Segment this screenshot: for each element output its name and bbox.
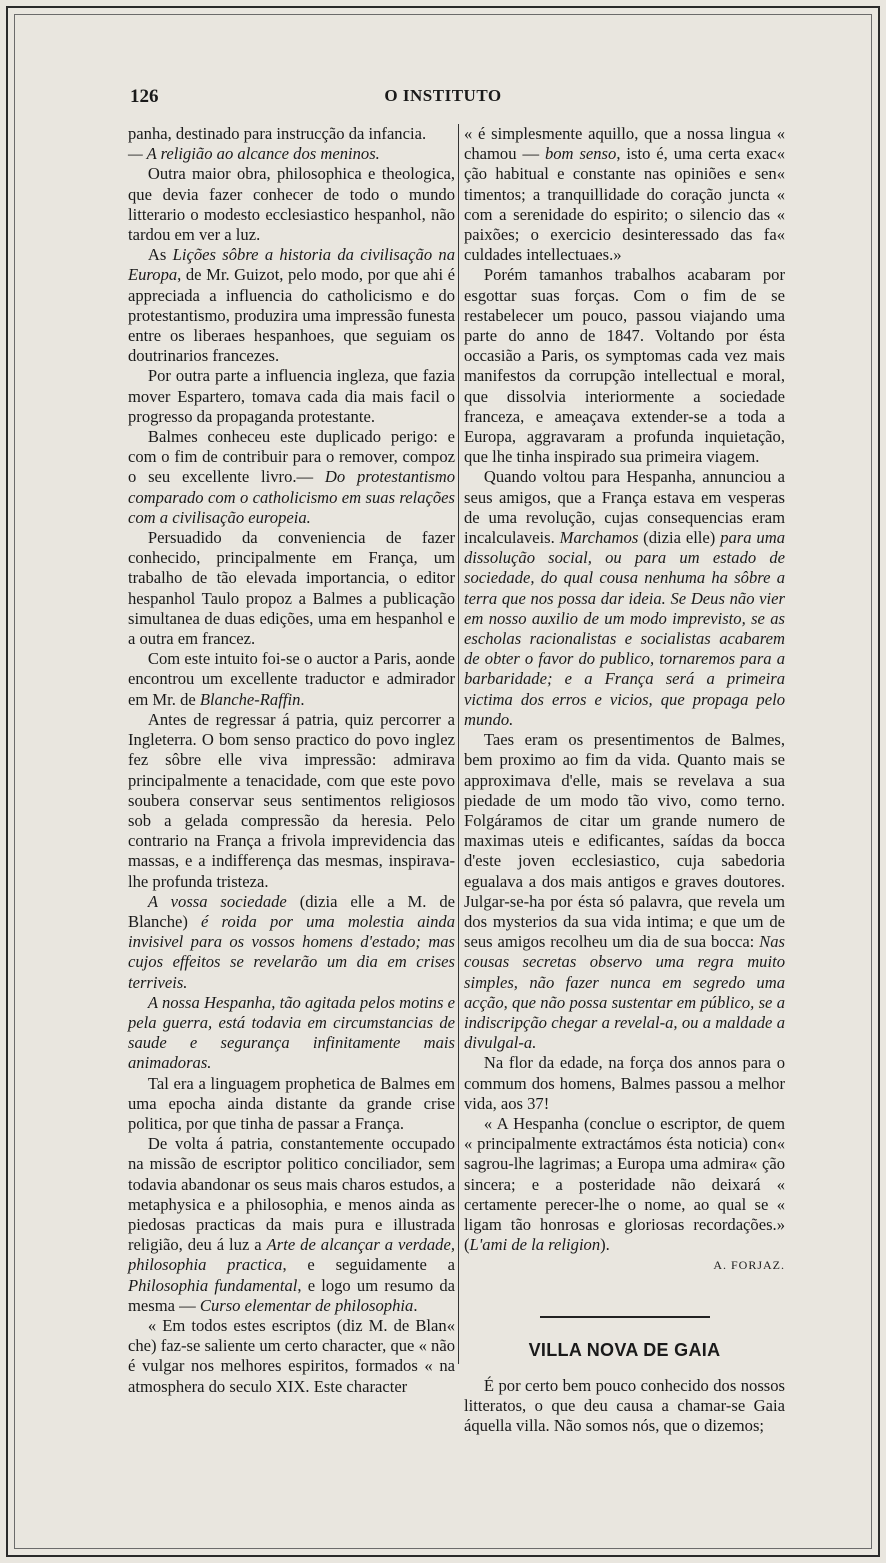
paragraph: panha, destinado para instrucção da infancia. — [128, 124, 427, 143]
quote-paragraph: « é simplesmente aquillo, que a nossa lingua « chamou — bom senso, isto é, uma certa exac« ção habitual e constante nas opiniões e sen« timentos; a tranquillidade do coração juncta « com a serenidade do espirito; o silencio das « paixões; o exercicio desinteressado das fa« culdades intellectuaes.» — [464, 124, 786, 265]
paragraph: De volta á patria, constantemente occupado na missão de escriptor politico conciliador, sem todavia abandonar os seus mais charos estudos, a metaphysica e a philosophia, e menos ainda as piedosas practicas da mais pura e illustrada religião, deu á luz a Arte de alcançar a verdade, philosophia practica, e seguidamente a Philosophia fundamental, e logo um resumo da mesma — Curso elementar de philosophia. — [128, 1134, 455, 1315]
paragraph: Outra maior obra, philosophica e theologica, que devia fazer conhecer de todo o mundo litterario o modesto ecclesiastico hespanhol, não tardou em ver a luz. — [128, 164, 455, 245]
paragraph: É por certo bem pouco conhecido dos nossos litteratos, o que deu causa a chamar-se Gaia áquella villa. Não somos nós, que o dizemos; — [464, 1375, 785, 1436]
journal-title: O INSTITUTO — [384, 86, 502, 105]
paragraph: Na flor da edade, na força dos annos para o commum dos homens, Balmes passou a melhor vida, aos 37! — [464, 1053, 785, 1113]
paragraph: Balmes conheceu este duplicado perigo: e com o fim de contribuir para o remover, compoz o seu excellente livro.— Do protestantismo comparado com o catholicismo em suas relações com a civilisação europeia. — [128, 427, 456, 527]
paragraph: A vossa sociedade (dizia elle a M. de Blanche) é roida por uma molestia ainda invisivel para os vossos homens d'estado; mas cujos effeitos se revelarão um dia em crises terriveis. — [128, 891, 455, 992]
page-number: 126 — [130, 86, 159, 107]
paragraph: Quando voltou para Hespanha, annunciou a seus amigos, que a França estava em vesperas de uma revolução, cujas consequencias eram incalculaveis. Marchamos (dizia elle) para uma dissolução social, ou para um estado de sociedade, do qual cousa nenhuma ha sôbre a terra que nos possa dar ideia. Se Deus não vier em nosso auxilio de um modo imprevisto, se as escholas racionalistas e socialistas acabarem de obter o favor do publico, tornaremos para a barbaridade; e a França será a primeira victima dos erros e vicios, que propaga pelo mundo. — [464, 467, 785, 729]
column-divider — [458, 124, 459, 1364]
paragraph: As Lições sôbre a historia da civilisação na Europa, de Mr. Guizot, pelo modo, por que ahi é appreciada a influencia do catholicismo e do protestantismo, produzira uma impressão funesta entre os liberaes hespanhoes, que seguiam os doutrinarios francezes. — [128, 245, 456, 366]
paragraph: Persuadido da conveniencia de fazer conhecido, principalmente em França, um trabalho de tão elevada importancia, o editor hespanhol Taulo propoz a Balmes a publicação simultanea de duas edições, uma em hespanhol e a outra em francez. — [128, 528, 455, 649]
left-column — [128, 124, 455, 1397]
paragraph: Porém tamanhos trabalhos acabaram por esgottar suas forças. Com o fim de se restabelecer um pouco, passou viajando uma parte do anno de 1847. Voltando por ésta occasião a Paris, os symptomas cada vez mais manifestos da corrupção intellectual e moral, que dissolvia interiormente a sociedade franceza, e ameaçava extender-se a toda a Europa, aggravaram a profunda inquietação, que lhe tinha inspirado sua primeira viagem. — [464, 265, 785, 467]
right-column — [464, 124, 785, 1436]
page-header — [0, 86, 886, 110]
section-rule — [540, 1316, 710, 1318]
paragraph: Taes eram os presentimentos de Balmes, bem proximo ao fim da vida. Quanto mais se approximava d'elle, mais se revelava a sua piedade de um modo tão vivo, como terno. Folgáramos de citar um grande numero de maximas uteis e edificantes, saídas da bocca d'este joven ecclesiastico, cuja sabedoria egualava a dos mais antigos e graves doutores. Julgar-se-ha por ésta só palavra, que revela um dos mysterios da sua vida intima; e que um de seus amigos recolheu um dia de sua bocca: Nas cousas secretas observo uma regra muito simples, não fazer nunca em segredo uma acção, que não possa sustentar em público, se a indiscripção chegar a revelal-a, ou a maldade a divulgal-a. — [464, 730, 785, 1053]
quote-paragraph: « A Hespanha (conclue o escriptor, de quem « principalmente extractámos ésta noticia) con« sagrou-lhe lagrimas; a Europa uma admira« ção sincera; e a posteridade não deixará « certamente perecer-lhe o nome, ao qual se « ligam tão honrosas e gloriosas recordações.» (L'ami de la religion). — [464, 1113, 785, 1255]
quote-paragraph: « Em todos estes escriptos (diz M. de Blan« che) faz-se saliente um certo character, que « não é vulgar nos melhores espiritos, formados « na atmosphera do seculo XIX. Este character — [128, 1315, 455, 1396]
paragraph: Com este intuito foi-se o auctor a Paris, aonde encontrou um excellente traductor e admirador em Mr. de Blanche-Raffin. — [128, 649, 455, 709]
paragraph: Tal era a linguagem prophetica de Balmes em uma epocha ainda distante da grande crise politica, por que tinha de passar a França. — [128, 1073, 455, 1133]
paragraph: Por outra parte a influencia ingleza, que fazia mover Espartero, tomava cada dia mais facil o progresso da propaganda protestante. — [128, 366, 455, 426]
paragraph: Antes de regressar á patria, quiz percorrer a Ingleterra. O bom senso practico do povo inglez fez sôbre elle viva impressão: admirava principalmente a tenacidade, com que este povo soubera conservar seus sentimentos religiosos sob a gelada compressão da heresia. Pelo contrario na França a frivola imprevidencia das massas, e a indifferença das mesmas, inspirava-lhe profunda tristeza. — [128, 709, 455, 891]
paragraph: A nossa Hespanha, tão agitada pelos motins e pela guerra, está todavia em circumstancias de saude e segurança infinitamente mais animadoras. — [128, 992, 455, 1073]
paragraph: — A religião ao alcance dos meninos. — [128, 144, 380, 164]
author-signature: A. FORJAZ. — [713, 1258, 785, 1273]
section-title: VILLA NOVA DE GAIA — [528, 1339, 721, 1360]
